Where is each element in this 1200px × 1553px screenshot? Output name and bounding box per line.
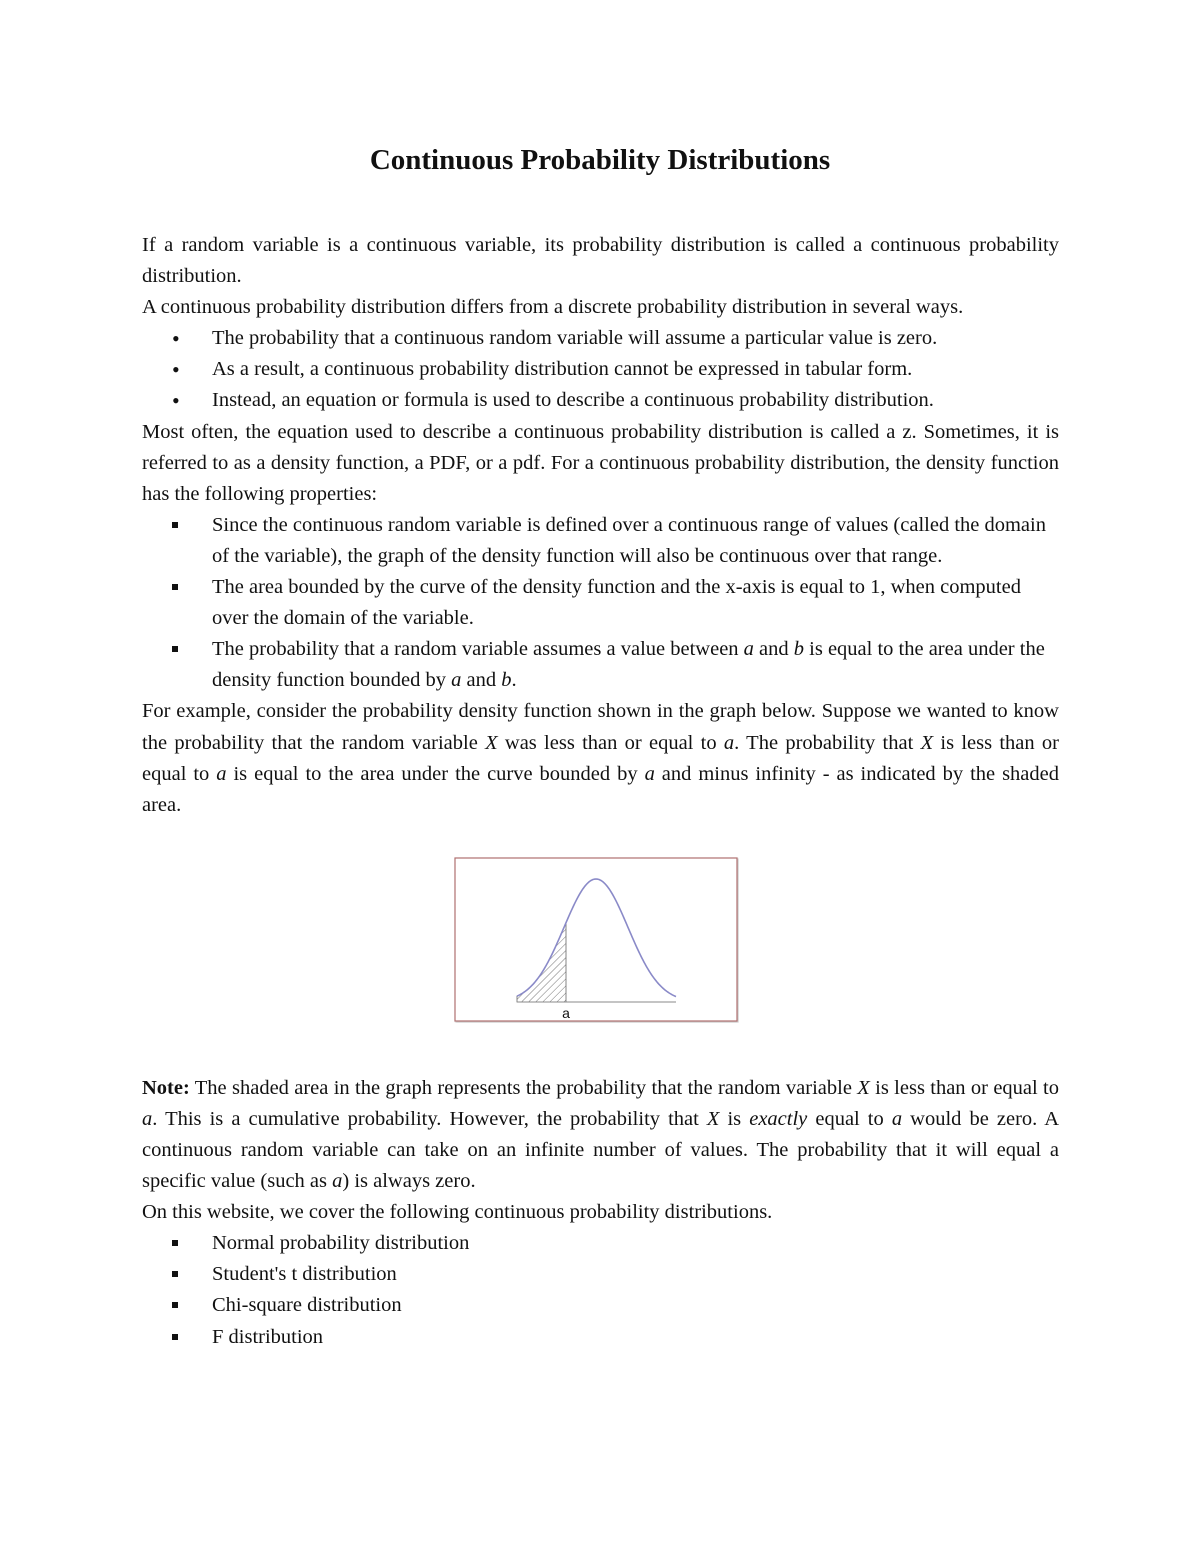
page-title: Continuous Probability Distributions — [369, 144, 831, 176]
list-item-text: The area bounded by the curve of the density function and the x-axis is equal to 1, when computed over the domain of the variable. — [212, 576, 1021, 630]
bullet-dot-icon — [172, 354, 180, 387]
bullet-square-icon — [172, 510, 178, 541]
list-item-text: Since the continuous random variable is defined over a continuous range of values (called the domain of the variable), the graph of the density function will also be continuous over that range. — [212, 513, 1046, 567]
document-body — [142, 230, 1059, 1353]
distributions-list — [142, 1228, 1059, 1352]
list-item — [142, 510, 1059, 572]
list-item — [142, 385, 1059, 416]
list-item — [142, 1259, 1059, 1290]
axis-label-a: a — [562, 1004, 570, 1021]
list-item-text: As a result, a continuous probability distribution cannot be expressed in tabular form. — [212, 358, 913, 381]
density-graph-figure — [454, 857, 739, 1023]
bullet-square-icon — [172, 1228, 178, 1259]
graph-frame — [455, 858, 737, 1021]
intro-paragraph-2: A continuous probability distribution differs from a discrete probability distribution in several ways. — [142, 296, 964, 319]
list-item — [142, 354, 1059, 385]
bullet-square-icon — [172, 1259, 178, 1290]
bullet-square-icon — [172, 1290, 178, 1321]
list-item-text: Chi-square distribution — [212, 1294, 402, 1317]
intro-paragraph-1: If a random variable is a continuous variable, its probability distribution is called a continuous probability distribution. — [142, 234, 1059, 288]
list-item — [142, 1322, 1059, 1353]
properties-list — [142, 510, 1059, 697]
bullet-square-icon — [172, 572, 178, 603]
list-item-text: Student's t distribution — [212, 1263, 397, 1286]
list-item-text: F distribution — [212, 1325, 324, 1348]
bullet-dot-icon — [172, 385, 180, 418]
density-graph — [454, 857, 739, 1023]
bullet-square-icon — [172, 634, 178, 665]
list-item-text: The probability that a random variable assumes a value between a and b is equal to the area under the density function bounded by a and b. — [212, 638, 1045, 692]
bullet-square-icon — [172, 1322, 178, 1353]
list-item-text: The probability that a continuous random variable will assume a particular value is zero. — [212, 327, 938, 350]
coverage-paragraph: On this website, we cover the following continuous probability distributions. — [142, 1201, 773, 1224]
list-item-text: Instead, an equation or formula is used to describe a continuous probability distribution. — [212, 389, 934, 412]
bullet-dot-icon — [172, 323, 180, 356]
differences-list — [142, 323, 1059, 416]
list-item — [142, 1228, 1059, 1259]
list-item — [142, 572, 1059, 634]
example-paragraph: For example, consider the probability density function shown in the graph below. Suppose we wanted to know the probability that the random variable X was less than or equal to a. The probability that X is less than or equal to a is equal to the area under the curve bounded by a and minus infinity - as indicated by the shaded area. — [142, 700, 1060, 816]
note-paragraph: Note: The shaded area in the graph represents the probability that the random variable X is less than or equal to a. This is a cumulative probability. However, the probability that X is exactly equal to a would be zero. A continuous random variable can take on an infinite number of values. The probability that it will equal a specific value (such as a) is always zero. — [142, 1076, 1060, 1193]
list-item — [142, 1290, 1059, 1321]
density-paragraph: Most often, the equation used to describe a continuous probability distribution is called a z. Sometimes, it is referred to as a density function, a PDF, or a pdf. For a continuous probability distribution, the density function has the following properties: — [142, 420, 1059, 505]
list-item — [142, 634, 1059, 696]
list-item — [142, 323, 1059, 354]
list-item-text: Normal probability distribution — [212, 1232, 470, 1255]
